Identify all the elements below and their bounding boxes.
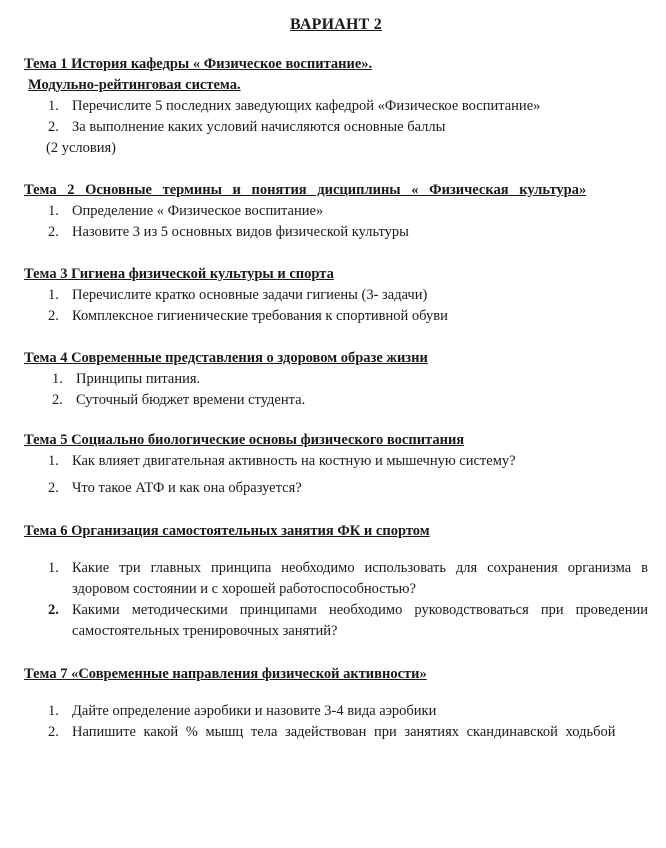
list-item: [48, 222, 648, 243]
list-item: [48, 117, 648, 138]
topic-4-heading: Тема 4 Современные представления о здоровом образе жизни: [24, 350, 428, 366]
list-item: [48, 201, 648, 222]
question-number: 1.: [48, 453, 59, 469]
topic-7-heading: Тема 7 «Современные направления физической активности»: [24, 666, 427, 682]
list-item: [48, 478, 648, 499]
question-text: За выполнение каких условий начисляются основные баллы: [72, 119, 446, 135]
question-number: 2.: [48, 224, 59, 240]
list-item: [48, 285, 648, 306]
question-number: 1.: [52, 371, 63, 387]
list-item: [48, 306, 648, 327]
topic-2-section: [24, 180, 648, 243]
variant-title: ВАРИАНТ 2: [290, 16, 382, 33]
list-item: [52, 369, 648, 390]
question-number: 2.: [48, 119, 59, 135]
question-text: Какими методическими принципами необходимо руководствоваться при проведении самостоятельных тренировочных занятий?: [72, 602, 648, 639]
topic-5-questions: [24, 451, 648, 499]
question-text: Какие три главных принципа необходимо использовать для сохранения организма в здоровом состоянии и с хорошей работоспособностью?: [72, 560, 648, 597]
topic-5-heading: Тема 5 Социально биологические основы физического воспитания: [24, 432, 465, 448]
question-text: Как влияет двигательная активность на костную и мышечную систему?: [72, 453, 516, 469]
topic-2-questions: [24, 201, 648, 243]
topic-6-heading: Тема 6 Организация самостоятельных занятия ФК и спортом: [24, 523, 430, 539]
question-text: Перечислите 5 последних заведующих кафедрой «Физическое воспитание»: [72, 98, 541, 114]
question-text: Комплексное гигиенические требования к спортивной обуви: [72, 308, 448, 324]
topic-7-section: [24, 664, 648, 743]
topic-6-section: [24, 521, 648, 642]
question-text: Напишите какой % мышц тела задействован при занятиях скандинавской ходьбой: [72, 724, 616, 740]
topic-2-heading: Тема 2 Основные термины и понятия дисциплины « Физическая культура»: [24, 182, 587, 198]
topic-1-questions: [24, 96, 648, 138]
topic-5-section: [24, 430, 648, 499]
list-item: [52, 390, 648, 411]
question-number: 1.: [48, 203, 59, 219]
topic-1-heading: Тема 1 История кафедры « Физическое воспитание».: [24, 56, 373, 72]
list-item: [48, 600, 648, 642]
question-number: 1.: [48, 560, 59, 576]
topic-4-questions: [24, 369, 648, 411]
question-number: 1.: [48, 287, 59, 303]
question-text: Принципы питания.: [76, 371, 201, 387]
topic-3-heading: Тема 3 Гигиена физической культуры и спорта: [24, 266, 334, 282]
topic-3-section: [24, 264, 648, 327]
topic-6-questions: [24, 558, 648, 642]
question-number: 2.: [48, 480, 59, 496]
question-number: 2.: [48, 602, 59, 618]
topic-4-section: [24, 348, 648, 411]
topic-1-subheading: Модульно-рейтинговая система.: [28, 77, 241, 93]
list-item: [48, 451, 648, 472]
list-item: [48, 701, 648, 722]
topic-1-section: [24, 54, 648, 159]
question-text: Перечислите кратко основные задачи гигиены (3- задачи): [72, 287, 428, 303]
question-text: Дайте определение аэробики и назовите 3-4 вида аэробики: [72, 703, 437, 719]
question-text: Что такое АТФ и как она образуется?: [72, 480, 302, 496]
question-number: 2.: [52, 392, 63, 408]
topic-1-extra-line: (2 условия): [46, 140, 116, 156]
topic-7-questions: [24, 701, 648, 743]
question-text: Суточный бюджет времени студента.: [76, 392, 306, 408]
list-item: [48, 722, 648, 743]
list-item: [48, 558, 648, 600]
question-number: 1.: [48, 703, 59, 719]
list-item: [48, 96, 648, 117]
question-text: Назовите 3 из 5 основных видов физической культуры: [72, 224, 409, 240]
question-text: Определение « Физическое воспитание»: [72, 203, 324, 219]
question-number: 2.: [48, 724, 59, 740]
question-number: 1.: [48, 98, 59, 114]
topic-3-questions: [24, 285, 648, 327]
question-number: 2.: [48, 308, 59, 324]
